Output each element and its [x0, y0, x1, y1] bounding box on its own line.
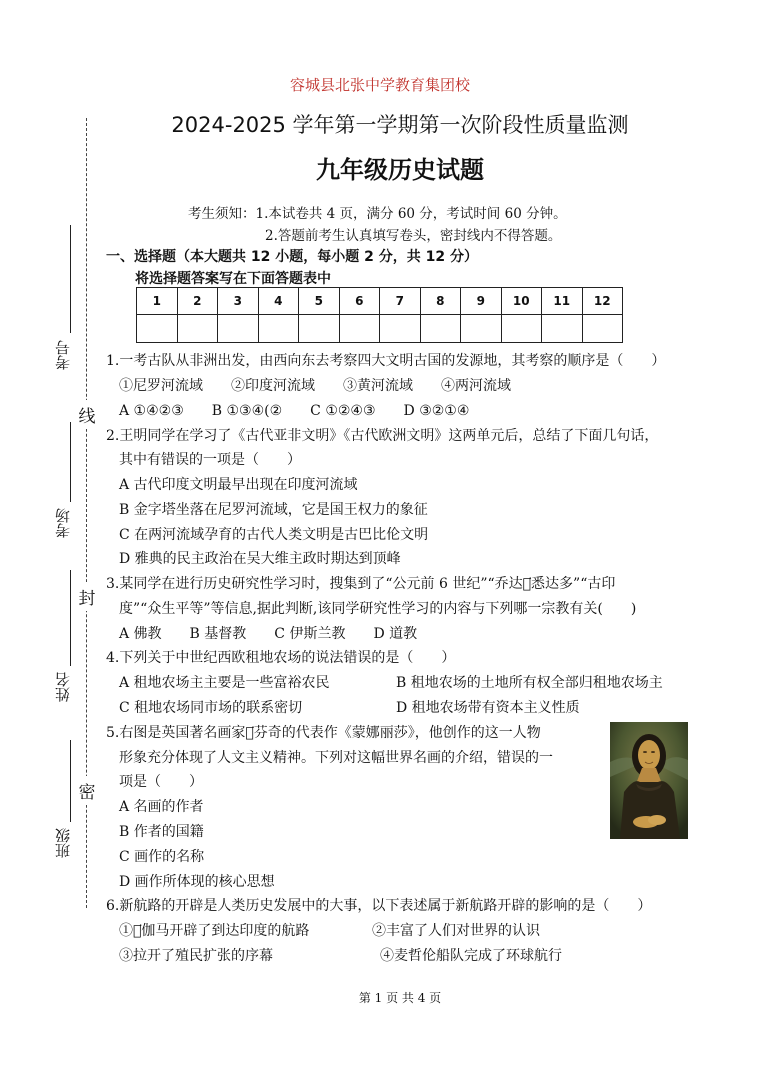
- subject-title: 九年级历史试题: [316, 156, 484, 184]
- answer-cell[interactable]: [461, 315, 502, 343]
- answer-cell[interactable]: [501, 315, 542, 343]
- monalisa-image: [610, 722, 688, 839]
- answer-cell[interactable]: [542, 315, 583, 343]
- question-stem: 项是（ ）: [119, 774, 203, 790]
- option-d: D 租地农场带有资本主义性质: [396, 700, 580, 716]
- question-options: A ①④②③ B ①③④(② C ①②④③ D ③②①④: [119, 403, 470, 419]
- option-d: D 画作所体现的核心思想: [119, 874, 275, 890]
- grid-number: 10: [501, 288, 542, 315]
- grid-number: 4: [258, 288, 299, 315]
- option-b: B 租地农场的土地所有权全部归租地农场主: [396, 675, 663, 691]
- field-exam-room-line[interactable]: [70, 422, 71, 502]
- answer-cell[interactable]: [380, 315, 421, 343]
- grid-number: 2: [177, 288, 218, 315]
- answer-cell[interactable]: [218, 315, 259, 343]
- grid-number: 3: [218, 288, 259, 315]
- question-stem: 1.一考古队从非洲出发，由西向东去考察四大文明古国的发源地，其考察的顺序是（ ）: [106, 353, 666, 369]
- answer-grid: [136, 287, 623, 343]
- option-c: C 在两河流域孕育的古代人类文明是古巴比伦文明: [119, 527, 429, 543]
- answer-cell[interactable]: [339, 315, 380, 343]
- question-stem: 形象充分体现了人文主义精神。下列对这幅世界名画的介绍，错误的一: [119, 750, 553, 766]
- grid-number: 8: [420, 288, 461, 315]
- label-exam-room: 考场: [54, 508, 72, 538]
- notice-line-2: 2.答题前考生认真填写卷头，密封线内不得答题。: [265, 228, 562, 244]
- option-c: C 画作的名称: [119, 849, 205, 865]
- question-stem: 度”“众生平等”等信息,据此判断,该同学研究性学习的内容与下列哪一宗教有关( ): [119, 601, 637, 617]
- question-stem: 其中有错误的一项是（ ）: [119, 452, 301, 468]
- option-3: ③拉开了殖民扩张的序幕: [119, 948, 273, 964]
- question-stem: 2.王明同学在学习了《古代亚非文明》《古代欧洲文明》这两单元后，总结了下面几句话，: [106, 428, 659, 444]
- field-name-line[interactable]: [70, 570, 71, 666]
- answer-cell[interactable]: [299, 315, 340, 343]
- label-name: 姓名: [54, 672, 72, 702]
- answer-grid-header-row: [137, 288, 623, 315]
- answer-cell[interactable]: [582, 315, 623, 343]
- section-heading: 一、选择题（本大题共 12 小题，每小题 2 分，共 12 分）: [106, 249, 478, 265]
- option-a: A 名画的作者: [119, 799, 204, 815]
- answer-grid-answer-row: [137, 315, 623, 343]
- label-exam-number: 考号: [54, 340, 72, 370]
- option-a: A 租地农场主主要是一些富裕农民: [119, 675, 330, 691]
- seal-char-xian: 线: [78, 400, 96, 429]
- grid-number: 6: [339, 288, 380, 315]
- question-stem: 6.新航路的开辟是人类历史发展中的大事，以下表述属于新航路开辟的影响的是（ ）: [106, 898, 652, 914]
- field-class-line[interactable]: [70, 740, 71, 822]
- option-b: B 金字塔坐落在尼罗河流域，它是国王权力的象征: [119, 502, 428, 518]
- label-class: 班级: [54, 828, 72, 858]
- answer-cell[interactable]: [177, 315, 218, 343]
- answer-cell[interactable]: [420, 315, 461, 343]
- question-options: ①尼罗河流域 ②印度河流域 ③黄河流域 ④两河流域: [119, 378, 511, 394]
- option-4: ④麦哲伦船队完成了环球航行: [380, 948, 562, 964]
- page-number: 第 1 页 共 4 页: [358, 991, 442, 1005]
- grid-number: 12: [582, 288, 623, 315]
- answer-cell[interactable]: [137, 315, 178, 343]
- option-2: ②丰富了人们对世界的认识: [372, 923, 540, 939]
- option-c: C 租地农场同市场的联系密切: [119, 700, 303, 716]
- option-d: D 雅典的民主政治在吴大维主政时期达到顶峰: [119, 551, 401, 567]
- grid-number: 7: [380, 288, 421, 315]
- section-instruction: 将选择题答案写在下面答题表中: [135, 271, 331, 287]
- field-exam-number-line[interactable]: [70, 225, 71, 333]
- grid-number: 11: [542, 288, 583, 315]
- answer-cell[interactable]: [258, 315, 299, 343]
- school-name: 容城县北张中学教育集团校: [289, 76, 470, 94]
- question-stem: 5.右图是英国著名画家达͘芬奇的代表作《蒙娜丽莎》，他创作的这一人物: [106, 725, 541, 741]
- option-1: ①达͘伽马开辟了到达印度的航路: [119, 923, 310, 939]
- question-stem: 3.某同学在进行历史研究性学习时，搜集到了“公元前 6 世纪”“乔达摩͘悉达多”“古印: [106, 576, 616, 592]
- option-a: A 古代印度文明最早出现在印度河流域: [119, 477, 358, 493]
- option-b: B 作者的国籍: [119, 824, 204, 840]
- seal-char-mi: 密: [78, 776, 96, 805]
- grid-number: 1: [137, 288, 178, 315]
- question-options: A 佛教 B 基督教 C 伊斯兰教 D 道教: [119, 626, 418, 642]
- grid-number: 9: [461, 288, 502, 315]
- exam-title: 2024-2025 学年第一学期第一次阶段性质量监测: [171, 113, 629, 137]
- seal-char-feng: 封: [78, 582, 96, 611]
- notice-line-1: 考生须知：1.本试卷共 4 页，满分 60 分，考试时间 60 分钟。: [188, 206, 567, 222]
- question-stem: 4.下列关于中世纪西欧租地农场的说法错误的是（ ）: [106, 650, 456, 666]
- grid-number: 5: [299, 288, 340, 315]
